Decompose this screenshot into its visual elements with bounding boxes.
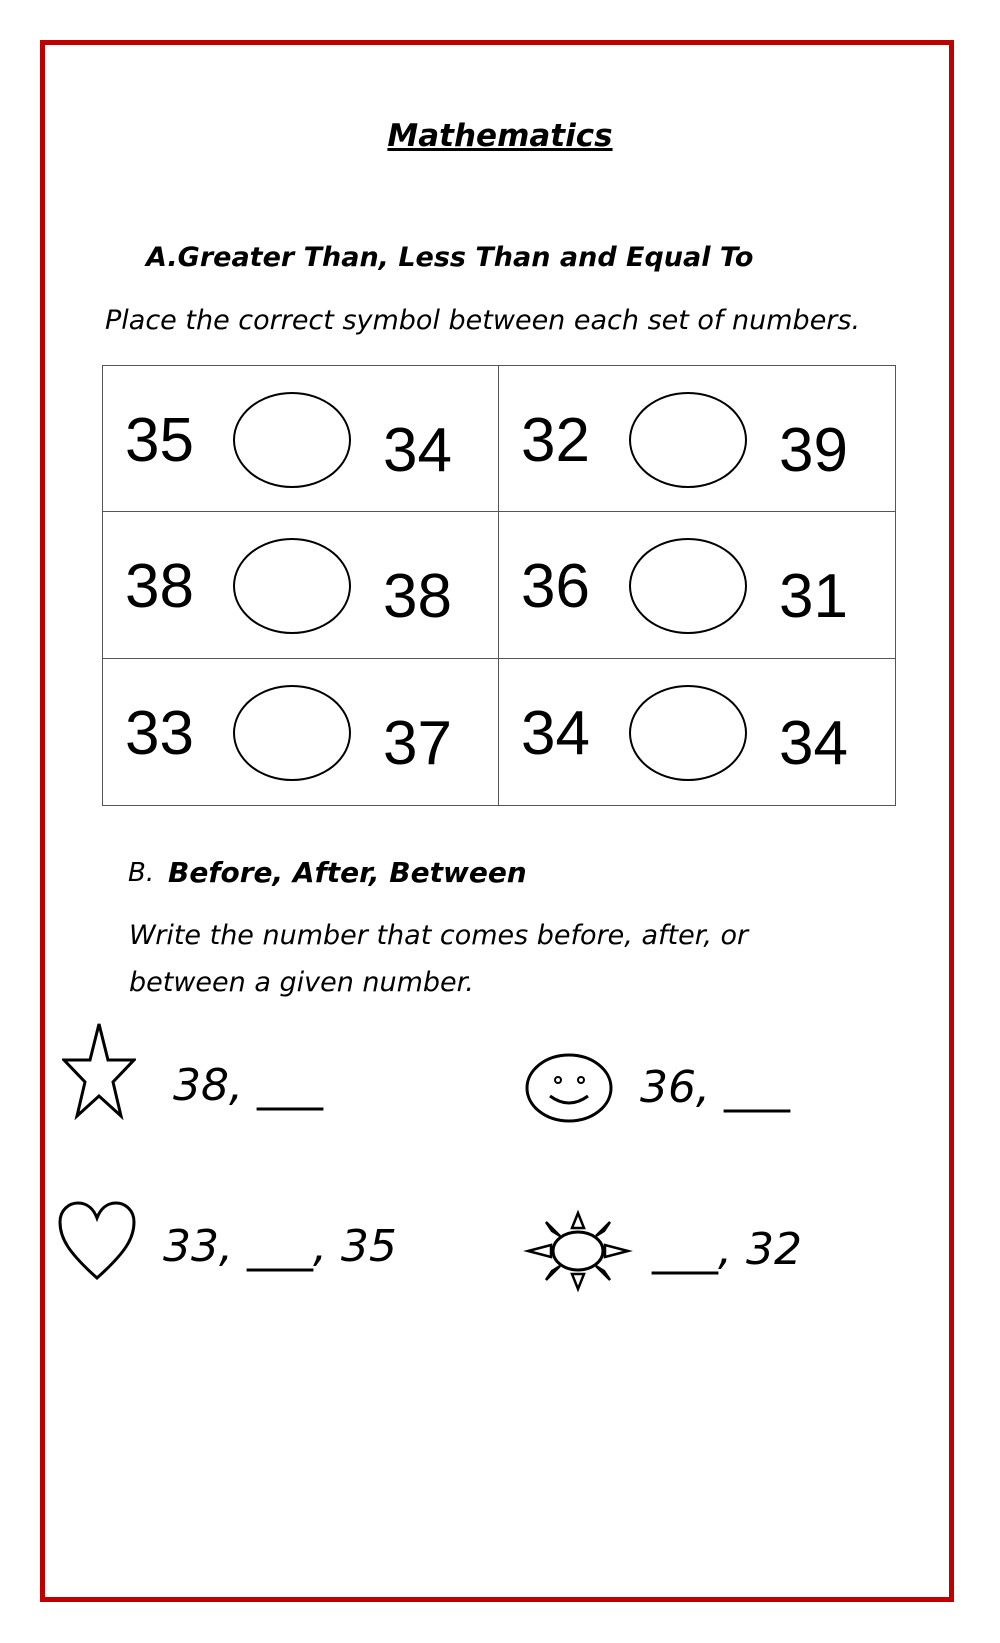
left-number: 33 bbox=[125, 698, 194, 768]
left-number: 34 bbox=[521, 698, 590, 768]
comparison-cell bbox=[103, 659, 499, 805]
comparison-cell bbox=[499, 512, 895, 658]
question-text: 38, ___ bbox=[173, 1060, 323, 1111]
left-number: 32 bbox=[521, 406, 590, 475]
sun-icon bbox=[522, 1208, 634, 1294]
comparison-table bbox=[102, 365, 896, 806]
symbol-answer-oval[interactable] bbox=[629, 392, 747, 488]
comparison-cell bbox=[103, 512, 499, 658]
right-number: 34 bbox=[779, 708, 848, 778]
comparison-cell bbox=[103, 366, 499, 512]
page-border bbox=[40, 40, 954, 1602]
page-title: Mathematics bbox=[387, 118, 613, 154]
symbol-answer-oval[interactable] bbox=[233, 685, 351, 781]
heart-icon bbox=[58, 1200, 136, 1282]
left-number: 35 bbox=[125, 406, 194, 475]
left-number: 38 bbox=[125, 552, 194, 622]
section-b-instruction: Write the number that comes before, after, or between a given number. bbox=[129, 920, 749, 998]
right-number: 38 bbox=[383, 562, 452, 632]
question-text: ___, 32 bbox=[652, 1224, 802, 1275]
section-a-instruction: Place the correct symbol between each set of numbers. bbox=[105, 305, 861, 336]
section-b-letter: B. bbox=[128, 858, 155, 888]
section-b-heading: Before, After, Between bbox=[168, 856, 527, 889]
smiley-face-icon bbox=[524, 1052, 614, 1124]
right-number: 39 bbox=[779, 416, 848, 485]
symbol-answer-oval[interactable] bbox=[233, 538, 351, 634]
star-icon bbox=[62, 1020, 136, 1120]
left-number: 36 bbox=[521, 552, 590, 622]
symbol-answer-oval[interactable] bbox=[233, 392, 351, 488]
right-number: 37 bbox=[383, 708, 452, 778]
comparison-cell bbox=[499, 366, 895, 512]
right-number: 31 bbox=[779, 562, 848, 632]
right-number: 34 bbox=[383, 416, 452, 485]
symbol-answer-oval[interactable] bbox=[629, 538, 747, 634]
question-text: 36, ___ bbox=[640, 1062, 790, 1113]
question-text: 33, ___, 35 bbox=[163, 1221, 397, 1272]
section-a-heading: A.Greater Than, Less Than and Equal To bbox=[146, 242, 754, 273]
symbol-answer-oval[interactable] bbox=[629, 685, 747, 781]
comparison-cell bbox=[499, 659, 895, 805]
